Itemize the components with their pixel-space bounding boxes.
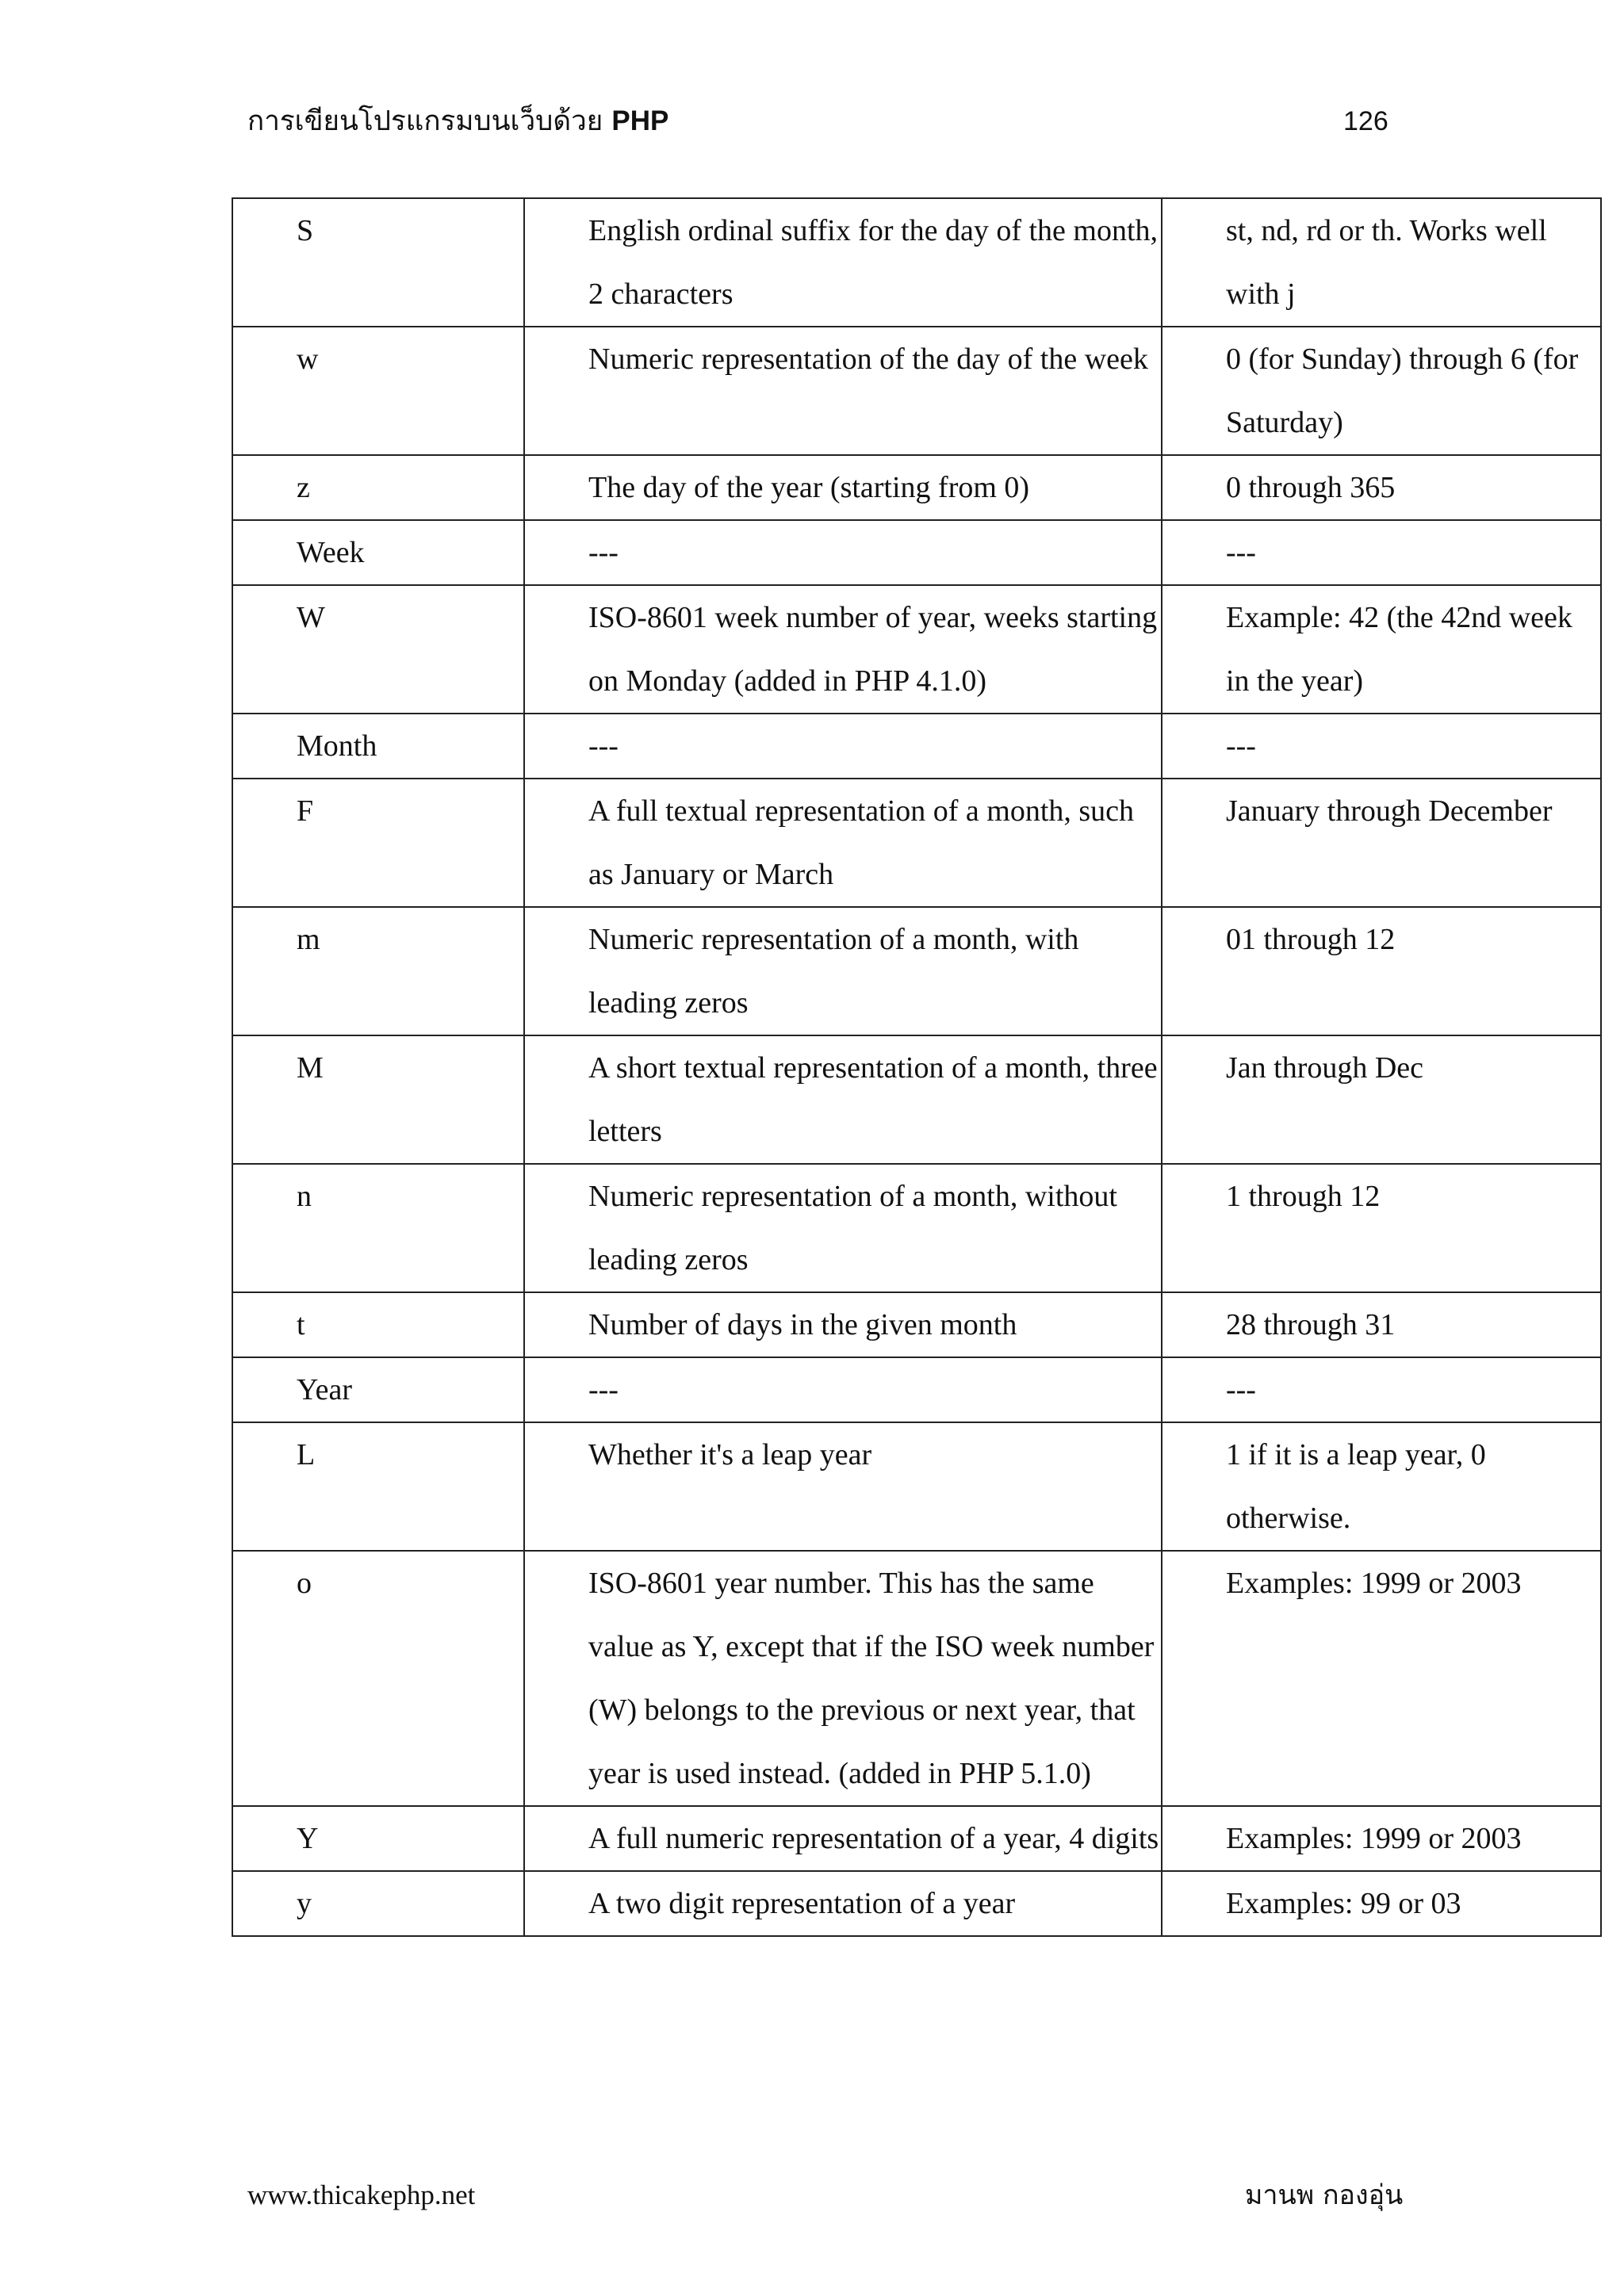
description-cell [524,1551,1162,1806]
description-cell [524,779,1162,907]
format-char-cell-text: m [297,923,320,956]
description-cell [524,1422,1162,1551]
example-cell-text: 01 through 12 [1226,923,1396,956]
table-row [232,1551,1601,1806]
description-cell [524,198,1162,327]
format-char-cell-text: Y [297,1822,319,1855]
page-header-title [247,101,668,141]
example-cell [1162,1871,1601,1936]
example-cell [1162,1292,1601,1357]
header-title-thai: การเขียนโปรแกรมบนเว็บด้วย [247,105,612,137]
format-char-cell-text: o [297,1567,312,1600]
description-cell-text: English ordinal suffix for the day of the month, 2 characters [588,214,1159,311]
format-char-cell-text: M [297,1051,324,1085]
format-char-cell-text: Month [297,729,377,763]
description-cell [524,907,1162,1035]
format-char-cell [232,520,524,585]
description-cell [524,714,1162,779]
example-cell-text: Examples: 1999 or 2003 [1226,1822,1522,1855]
example-cell [1162,585,1601,714]
description-cell-text: ISO-8601 week number of year, weeks starting on Monday (added in PHP 4.1.0) [588,601,1158,698]
description-cell [524,585,1162,714]
table-row [232,1871,1601,1936]
example-cell [1162,1035,1601,1164]
format-char-cell [232,1871,524,1936]
format-char-cell-text: z [297,471,310,504]
description-cell-text: --- [588,1373,619,1406]
format-char-cell-text: n [297,1180,312,1213]
description-cell [524,455,1162,520]
example-cell [1162,779,1601,907]
table-row [232,198,1601,327]
example-cell [1162,455,1601,520]
example-cell [1162,1806,1601,1871]
table-row [232,1292,1601,1357]
table-row [232,1035,1601,1164]
description-cell-text: A full numeric representation of a year, 4 digits [588,1822,1159,1855]
table-row [232,779,1601,907]
table-row [232,455,1601,520]
description-cell [524,327,1162,455]
example-cell-text: Example: 42 (the 42nd week in the year) [1226,601,1572,698]
description-cell-text: --- [588,536,619,569]
format-char-cell [232,455,524,520]
description-cell-text: A two digit representation of a year [588,1887,1016,1920]
table-row [232,327,1601,455]
description-cell-text: Whether it's a leap year [588,1438,872,1471]
description-cell [524,1357,1162,1422]
example-cell-text: Jan through Dec [1226,1051,1424,1085]
example-cell [1162,520,1601,585]
table-row [232,714,1601,779]
format-char-cell-text: Week [297,536,365,569]
format-char-cell [232,1551,524,1806]
footer-author: มานพ กองอุ่น [1245,2179,1404,2211]
format-char-cell [232,198,524,327]
description-cell-text: Numeric representation of a month, without leading zeros [588,1180,1117,1276]
format-char-cell-text: W [297,601,325,634]
format-char-cell-text: F [297,794,314,828]
description-cell-text: The day of the year (starting from 0) [588,471,1030,504]
description-cell [524,1806,1162,1871]
page-number: 126 [1343,106,1388,136]
example-cell [1162,1551,1601,1806]
description-cell [524,1871,1162,1936]
format-char-cell-text: Year [297,1373,353,1406]
description-cell [524,1164,1162,1292]
example-cell [1162,714,1601,779]
example-cell-text: 0 (for Sunday) through 6 (for Saturday) [1226,342,1579,439]
description-cell-text: --- [588,729,619,763]
format-char-cell-text: t [297,1308,305,1341]
example-cell-text: Examples: 1999 or 2003 [1226,1567,1522,1600]
example-cell-text: Examples: 99 or 03 [1226,1887,1461,1920]
format-char-cell [232,779,524,907]
header-title-php: PHP [611,105,669,136]
example-cell-text: 1 through 12 [1226,1180,1381,1213]
table-row [232,520,1601,585]
description-cell-text: A full textual representation of a month, such as January or March [588,794,1135,891]
example-cell-text: --- [1226,536,1256,569]
table-row [232,907,1601,1035]
description-cell [524,1292,1162,1357]
example-cell-text: January through December [1226,794,1553,828]
example-cell-text: --- [1226,1373,1256,1406]
description-cell-text: Number of days in the given month [588,1308,1017,1341]
format-char-cell [232,1422,524,1551]
description-cell-text: Numeric representation of the day of the week [588,342,1148,376]
description-cell-text: Numeric representation of a month, with leading zeros [588,923,1079,1020]
format-char-cell-text: S [297,214,314,247]
example-cell-text: 1 if it is a leap year, 0 otherwise. [1226,1438,1486,1535]
example-cell [1162,907,1601,1035]
example-cell [1162,198,1601,327]
table-row [232,1357,1601,1422]
format-char-cell [232,585,524,714]
description-cell [524,1035,1162,1164]
format-char-cell-text: w [297,342,319,376]
description-cell-text: A short textual representation of a month, three letters [588,1051,1158,1148]
example-cell-text: 0 through 365 [1226,471,1396,504]
format-char-cell [232,714,524,779]
example-cell-text: --- [1226,729,1256,763]
format-char-cell [232,1035,524,1164]
description-cell [524,520,1162,585]
description-cell-text: ISO-8601 year number. This has the same value as Y, except that if the ISO week number (W) belongs to the previous or next year, that year is used instead. (added in PHP 5.1.0) [588,1567,1155,1790]
format-char-cell [232,907,524,1035]
format-char-cell [232,327,524,455]
example-cell [1162,1357,1601,1422]
example-cell-text: st, nd, rd or th. Works well with j [1226,214,1547,311]
table-row [232,1164,1601,1292]
format-char-cell [232,1357,524,1422]
format-char-cell [232,1806,524,1871]
date-format-table-body [232,198,1601,1936]
example-cell-text: 28 through 31 [1226,1308,1396,1341]
table-row [232,585,1601,714]
example-cell [1162,1422,1601,1551]
table-row [232,1806,1601,1871]
footer-website: www.thicakephp.net [247,2179,476,2210]
format-char-cell-text: y [297,1887,312,1920]
example-cell [1162,1164,1601,1292]
table-row [232,1422,1601,1551]
format-char-cell [232,1292,524,1357]
format-char-cell [232,1164,524,1292]
format-char-cell-text: L [297,1438,316,1471]
example-cell [1162,327,1601,455]
date-format-table [232,197,1602,1937]
